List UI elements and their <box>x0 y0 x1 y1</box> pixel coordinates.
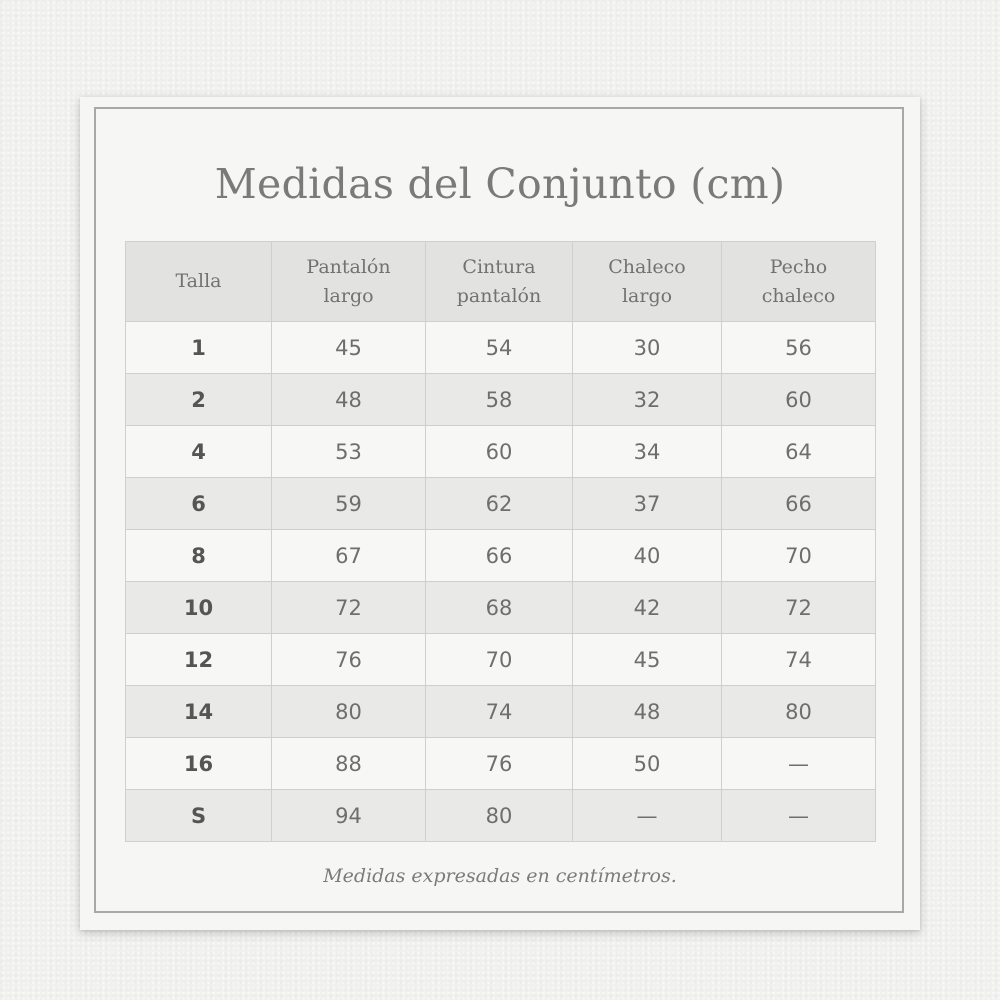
size-table <box>125 241 876 842</box>
measurement-cell: 58 <box>426 374 573 426</box>
header-chaleco-largo <box>573 242 722 322</box>
measurement-cell: — <box>722 790 876 842</box>
measurement-cell: 76 <box>272 634 426 686</box>
header-pecho-chaleco <box>722 242 876 322</box>
measurement-cell: 53 <box>272 426 426 478</box>
measurement-cell: 42 <box>573 582 722 634</box>
measurement-cell: 50 <box>573 738 722 790</box>
table-row <box>126 582 876 634</box>
size-cell: 12 <box>126 634 272 686</box>
size-cell: 4 <box>126 426 272 478</box>
header-talla <box>126 242 272 322</box>
header-pantalon-largo <box>272 242 426 322</box>
measurement-cell: 54 <box>426 322 573 374</box>
measurement-cell: 74 <box>722 634 876 686</box>
measurement-cell: 48 <box>272 374 426 426</box>
header-talla-label: Talla <box>175 270 222 292</box>
table-header-row <box>126 242 876 322</box>
measurement-cell: — <box>573 790 722 842</box>
chart-title: Medidas del Conjunto (cm) <box>214 160 786 208</box>
measurement-cell: 94 <box>272 790 426 842</box>
table-row <box>126 426 876 478</box>
measurement-cell: 60 <box>426 426 573 478</box>
table-row <box>126 686 876 738</box>
header-label-line1: Pantalón <box>306 255 391 278</box>
measurement-cell: 67 <box>272 530 426 582</box>
table-row <box>126 530 876 582</box>
measurement-cell: 45 <box>272 322 426 374</box>
measurement-cell: 59 <box>272 478 426 530</box>
table-row <box>126 478 876 530</box>
size-cell: 6 <box>126 478 272 530</box>
measurement-cell: — <box>722 738 876 790</box>
measurement-cell: 37 <box>573 478 722 530</box>
table-row <box>126 374 876 426</box>
measurement-cell: 70 <box>426 634 573 686</box>
size-chart-card <box>80 97 920 930</box>
header-label-line2: largo <box>323 284 374 307</box>
measurement-cell: 45 <box>573 634 722 686</box>
header-cintura-pantalon <box>426 242 573 322</box>
header-label-line1: Pecho <box>769 255 828 278</box>
header-label-line1: Cintura <box>462 255 536 278</box>
measurement-cell: 66 <box>426 530 573 582</box>
table-row <box>126 790 876 842</box>
size-cell: 1 <box>126 322 272 374</box>
measurement-cell: 76 <box>426 738 573 790</box>
size-cell: 16 <box>126 738 272 790</box>
table-row <box>126 322 876 374</box>
measurement-cell: 80 <box>722 686 876 738</box>
measurement-cell: 68 <box>426 582 573 634</box>
measurement-cell: 72 <box>722 582 876 634</box>
measurement-cell: 70 <box>722 530 876 582</box>
table-row <box>126 634 876 686</box>
table-body <box>126 322 876 842</box>
measurement-cell: 30 <box>573 322 722 374</box>
measurement-cell: 80 <box>272 686 426 738</box>
measurement-cell: 72 <box>272 582 426 634</box>
header-label-line2: largo <box>621 284 673 307</box>
measurement-cell: 62 <box>426 478 573 530</box>
measurement-cell: 34 <box>573 426 722 478</box>
header-label-line2: chaleco <box>761 284 836 307</box>
size-cell: 8 <box>126 530 272 582</box>
measurement-cell: 48 <box>573 686 722 738</box>
footnote: Medidas expresadas en centímetros. <box>323 865 677 887</box>
header-label-line1: Chaleco <box>608 255 686 278</box>
measurement-cell: 64 <box>722 426 876 478</box>
size-cell: 10 <box>126 582 272 634</box>
size-cell: 2 <box>126 374 272 426</box>
measurement-cell: 40 <box>573 530 722 582</box>
measurement-cell: 80 <box>426 790 573 842</box>
header-label-line2: pantalón <box>456 284 542 307</box>
size-cell: 14 <box>126 686 272 738</box>
measurement-cell: 32 <box>573 374 722 426</box>
table-row <box>126 738 876 790</box>
measurement-cell: 66 <box>722 478 876 530</box>
measurement-cell: 60 <box>722 374 876 426</box>
size-cell: S <box>126 790 272 842</box>
measurement-cell: 88 <box>272 738 426 790</box>
measurement-cell: 74 <box>426 686 573 738</box>
measurement-cell: 56 <box>722 322 876 374</box>
